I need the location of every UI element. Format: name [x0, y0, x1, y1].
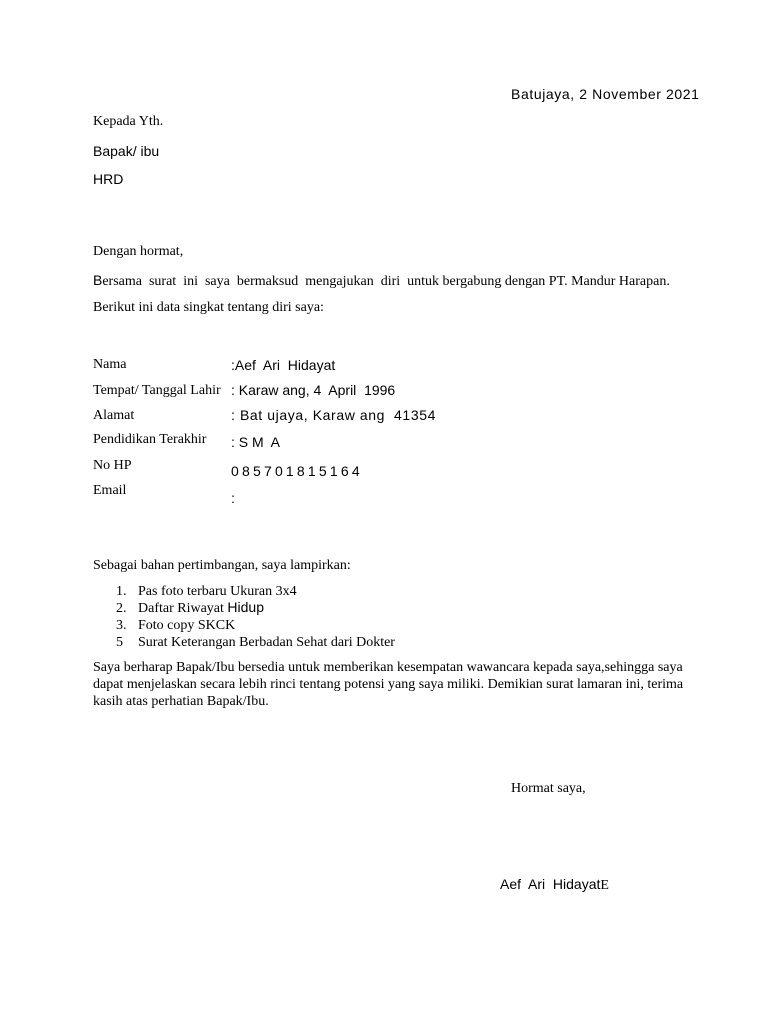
label-email: Email [93, 483, 127, 498]
attachment-number: 3. [116, 618, 127, 633]
label-tempat-tanggal-lahir: Tempat/ Tanggal Lahir [93, 383, 221, 398]
attachment-number: 5 [116, 635, 123, 650]
attachment-item [116, 633, 395, 652]
intro-text: ersama surat ini saya bermaksud mengajukan diri untuk bergabung dengan PT. Mandur Harapan. [102, 274, 670, 289]
greeting: Dengan hormat, [93, 244, 184, 259]
attachment-number: 1. [116, 584, 127, 599]
label-nama: Nama [93, 357, 127, 372]
place-date: Batujaya, 2 November 2021 [511, 86, 700, 102]
attachment-text: Foto copy SKCK [138, 618, 236, 633]
value-pendidikan-terakhir: : S M A [231, 434, 281, 450]
value-alamat: : Bat ujaya, Karaw ang 41354 [231, 407, 436, 423]
attachment-item [116, 616, 235, 635]
attachment-text-sans: Hidup [227, 599, 265, 615]
closing-paragraph: Saya berharap Bapak/Ibu bersedia untuk memberikan kesempatan wawancara kepada saya,sehingga saya dapat menjelaskan secara lebih rinci tentang potensi yang saya miliki. Demikian surat lamaran ini, terima kasih atas perhatian Bapak/Ibu. [93, 660, 684, 709]
label-alamat: Alamat [93, 408, 135, 423]
attachment-item [116, 599, 264, 618]
value-tempat-tanggal-lahir: : Karaw ang, 4 April 1996 [231, 382, 396, 398]
data-intro: Berikut ini data singkat tentang diri saya: [93, 300, 324, 315]
attachment-text: Daftar Riwayat [138, 601, 228, 616]
recipient-line-1: Kepada Yth. [93, 114, 164, 129]
value-nama: :Aef Ari Hidayat [231, 357, 336, 373]
signature-suffix: E [600, 878, 609, 893]
label-no-hp: No HP [93, 458, 132, 473]
value-email: : [231, 490, 235, 506]
attachment-item [116, 582, 297, 601]
intro-paragraph [93, 272, 670, 291]
recipient-line-3: HRD [93, 171, 124, 187]
signature [500, 875, 609, 895]
intro-first-letter: B [93, 272, 103, 288]
attachment-text: Surat Keterangan Berbadan Sehat dari Dokter [138, 635, 395, 650]
recipient-line-2: Bapak/ ibu [93, 143, 160, 159]
attachment-text: Pas foto terbaru Ukuran 3x4 [138, 584, 297, 599]
signature-name: Aef Ari Hidayat [500, 876, 601, 892]
attachments-intro: Sebagai bahan pertimbangan, saya lampirkan: [93, 558, 351, 573]
attachment-number: 2. [116, 601, 127, 616]
label-pendidikan-terakhir: Pendidikan Terakhir [93, 432, 207, 447]
sign-off: Hormat saya, [511, 781, 586, 796]
value-no-hp: 085701815164 [231, 463, 363, 479]
